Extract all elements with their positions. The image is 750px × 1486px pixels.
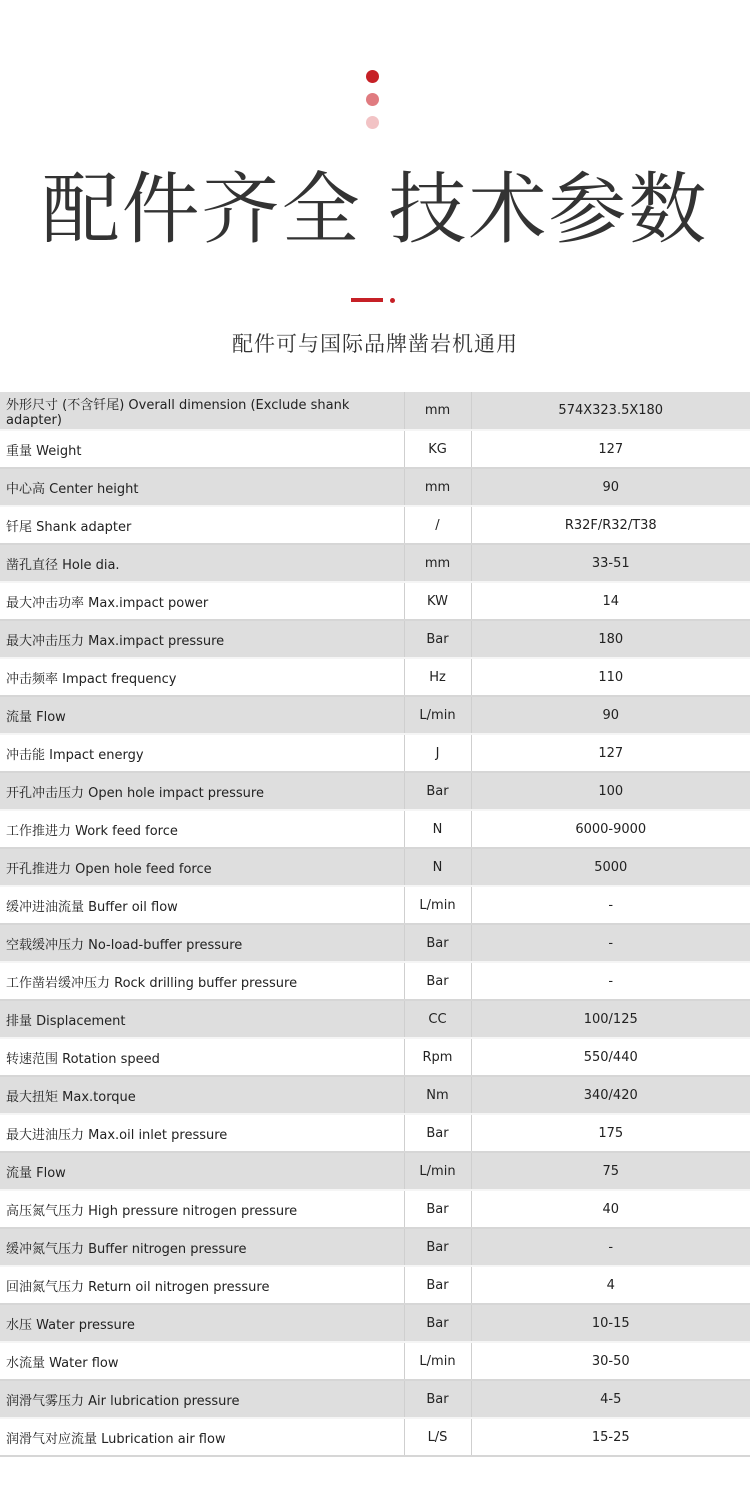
spec-unit-cell: Bar: [404, 620, 471, 658]
accent-dot: [390, 298, 395, 303]
spec-value-cell: 10-15: [471, 1304, 750, 1342]
spec-value-cell: 5000: [471, 848, 750, 886]
spec-value-cell: 90: [471, 696, 750, 734]
table-row: [0, 734, 750, 772]
spec-value-cell: 175: [471, 1114, 750, 1152]
table-row: [0, 582, 750, 620]
spec-name-cell: 最大进油压力 Max.oil inlet pressure: [0, 1114, 404, 1152]
spec-name-cell: 中心高 Center height: [0, 468, 404, 506]
spec-unit-cell: L/min: [404, 696, 471, 734]
spec-name-cell: 缓冲氮气压力 Buffer nitrogen pressure: [0, 1228, 404, 1266]
table-row: [0, 506, 750, 544]
spec-value-cell: 75: [471, 1152, 750, 1190]
spec-unit-cell: /: [404, 506, 471, 544]
spec-unit-cell: CC: [404, 1000, 471, 1038]
table-row: [0, 1190, 750, 1228]
table-row: [0, 392, 750, 430]
spec-unit-cell: Bar: [404, 1266, 471, 1304]
spec-value-cell: 110: [471, 658, 750, 696]
table-row: [0, 1418, 750, 1456]
spec-unit-cell: Bar: [404, 772, 471, 810]
table-row: [0, 696, 750, 734]
spec-value-cell: 127: [471, 430, 750, 468]
table-row: [0, 1342, 750, 1380]
table-row: [0, 1304, 750, 1342]
spec-table: [0, 392, 750, 1457]
spec-name-cell: 流量 Flow: [0, 696, 404, 734]
spec-value-cell: 180: [471, 620, 750, 658]
spec-unit-cell: mm: [404, 392, 471, 430]
spec-name-cell: 空载缓冲压力 No-load-buffer pressure: [0, 924, 404, 962]
table-row: [0, 620, 750, 658]
spec-value-cell: 90: [471, 468, 750, 506]
spec-unit-cell: KW: [404, 582, 471, 620]
spec-unit-cell: mm: [404, 468, 471, 506]
page-title: 配件齐全 技术参数: [41, 165, 709, 255]
spec-name-cell: 冲击能 Impact energy: [0, 734, 404, 772]
spec-name-cell: 转速范围 Rotation speed: [0, 1038, 404, 1076]
spec-value-cell: R32F/R32/T38: [471, 506, 750, 544]
table-row: [0, 1038, 750, 1076]
table-row: [0, 1076, 750, 1114]
spec-unit-cell: N: [404, 810, 471, 848]
spec-value-cell: -: [471, 886, 750, 924]
spec-value-cell: -: [471, 924, 750, 962]
spec-name-cell: 水压 Water pressure: [0, 1304, 404, 1342]
spec-unit-cell: Bar: [404, 924, 471, 962]
spec-name-cell: 润滑气对应流量 Lubrication air flow: [0, 1418, 404, 1456]
table-row: [0, 544, 750, 582]
dot-light: [366, 116, 379, 129]
spec-value-cell: 4-5: [471, 1380, 750, 1418]
table-row: [0, 1228, 750, 1266]
spec-unit-cell: L/min: [404, 886, 471, 924]
spec-unit-cell: KG: [404, 430, 471, 468]
spec-name-cell: 工作凿岩缓冲压力 Rock drilling buffer pressure: [0, 962, 404, 1000]
spec-unit-cell: Bar: [404, 1190, 471, 1228]
table-row: [0, 468, 750, 506]
spec-unit-cell: Bar: [404, 962, 471, 1000]
spec-name-cell: 开孔冲击压力 Open hole impact pressure: [0, 772, 404, 810]
table-row: [0, 810, 750, 848]
spec-name-cell: 钎尾 Shank adapter: [0, 506, 404, 544]
table-row: [0, 1114, 750, 1152]
spec-value-cell: 574X323.5X180: [471, 392, 750, 430]
spec-unit-cell: L/min: [404, 1152, 471, 1190]
spec-unit-cell: Nm: [404, 1076, 471, 1114]
spec-unit-cell: L/min: [404, 1342, 471, 1380]
spec-name-cell: 最大冲击压力 Max.impact pressure: [0, 620, 404, 658]
page-subtitle: 配件可与国际品牌凿岩机通用: [232, 332, 518, 356]
spec-value-cell: -: [471, 1228, 750, 1266]
spec-unit-cell: Bar: [404, 1114, 471, 1152]
spec-unit-cell: N: [404, 848, 471, 886]
spec-unit-cell: Rpm: [404, 1038, 471, 1076]
spec-value-cell: 40: [471, 1190, 750, 1228]
spec-value-cell: 14: [471, 582, 750, 620]
spec-name-cell: 开孔推进力 Open hole feed force: [0, 848, 404, 886]
spec-unit-cell: mm: [404, 544, 471, 582]
spec-value-cell: 550/440: [471, 1038, 750, 1076]
table-row: [0, 658, 750, 696]
decorative-dots: [366, 70, 380, 139]
table-row: [0, 430, 750, 468]
spec-name-cell: 重量 Weight: [0, 430, 404, 468]
table-row: [0, 1266, 750, 1304]
spec-name-cell: 最大冲击功率 Max.impact power: [0, 582, 404, 620]
table-row: [0, 886, 750, 924]
spec-value-cell: -: [471, 962, 750, 1000]
table-row: [0, 962, 750, 1000]
spec-table-body: [0, 392, 750, 1456]
spec-value-cell: 127: [471, 734, 750, 772]
spec-unit-cell: Hz: [404, 658, 471, 696]
dot-mid: [366, 93, 379, 106]
spec-unit-cell: Bar: [404, 1380, 471, 1418]
spec-value-cell: 33-51: [471, 544, 750, 582]
spec-name-cell: 润滑气雾压力 Air lubrication pressure: [0, 1380, 404, 1418]
spec-name-cell: 最大扭矩 Max.torque: [0, 1076, 404, 1114]
spec-unit-cell: L/S: [404, 1418, 471, 1456]
table-row: [0, 772, 750, 810]
spec-unit-cell: Bar: [404, 1304, 471, 1342]
spec-value-cell: 15-25: [471, 1418, 750, 1456]
spec-name-cell: 排量 Displacement: [0, 1000, 404, 1038]
spec-value-cell: 30-50: [471, 1342, 750, 1380]
spec-name-cell: 缓冲进油流量 Buffer oil flow: [0, 886, 404, 924]
spec-name-cell: 工作推进力 Work feed force: [0, 810, 404, 848]
spec-name-cell: 冲击频率 Impact frequency: [0, 658, 404, 696]
spec-value-cell: 100/125: [471, 1000, 750, 1038]
spec-value-cell: 100: [471, 772, 750, 810]
table-row: [0, 1000, 750, 1038]
spec-unit-cell: Bar: [404, 1228, 471, 1266]
spec-value-cell: 340/420: [471, 1076, 750, 1114]
spec-value-cell: 4: [471, 1266, 750, 1304]
table-row: [0, 924, 750, 962]
spec-name-cell: 外形尺寸 (不含钎尾) Overall dimension (Exclude shank adapter): [0, 392, 404, 430]
spec-unit-cell: J: [404, 734, 471, 772]
table-row: [0, 848, 750, 886]
spec-name-cell: 水流量 Water flow: [0, 1342, 404, 1380]
accent-bar: [351, 298, 383, 302]
dot-dark: [366, 70, 379, 83]
table-row: [0, 1152, 750, 1190]
spec-name-cell: 流量 Flow: [0, 1152, 404, 1190]
spec-name-cell: 回油氮气压力 Return oil nitrogen pressure: [0, 1266, 404, 1304]
spec-name-cell: 凿孔直径 Hole dia.: [0, 544, 404, 582]
spec-value-cell: 6000-9000: [471, 810, 750, 848]
table-row: [0, 1380, 750, 1418]
spec-name-cell: 高压氮气压力 High pressure nitrogen pressure: [0, 1190, 404, 1228]
